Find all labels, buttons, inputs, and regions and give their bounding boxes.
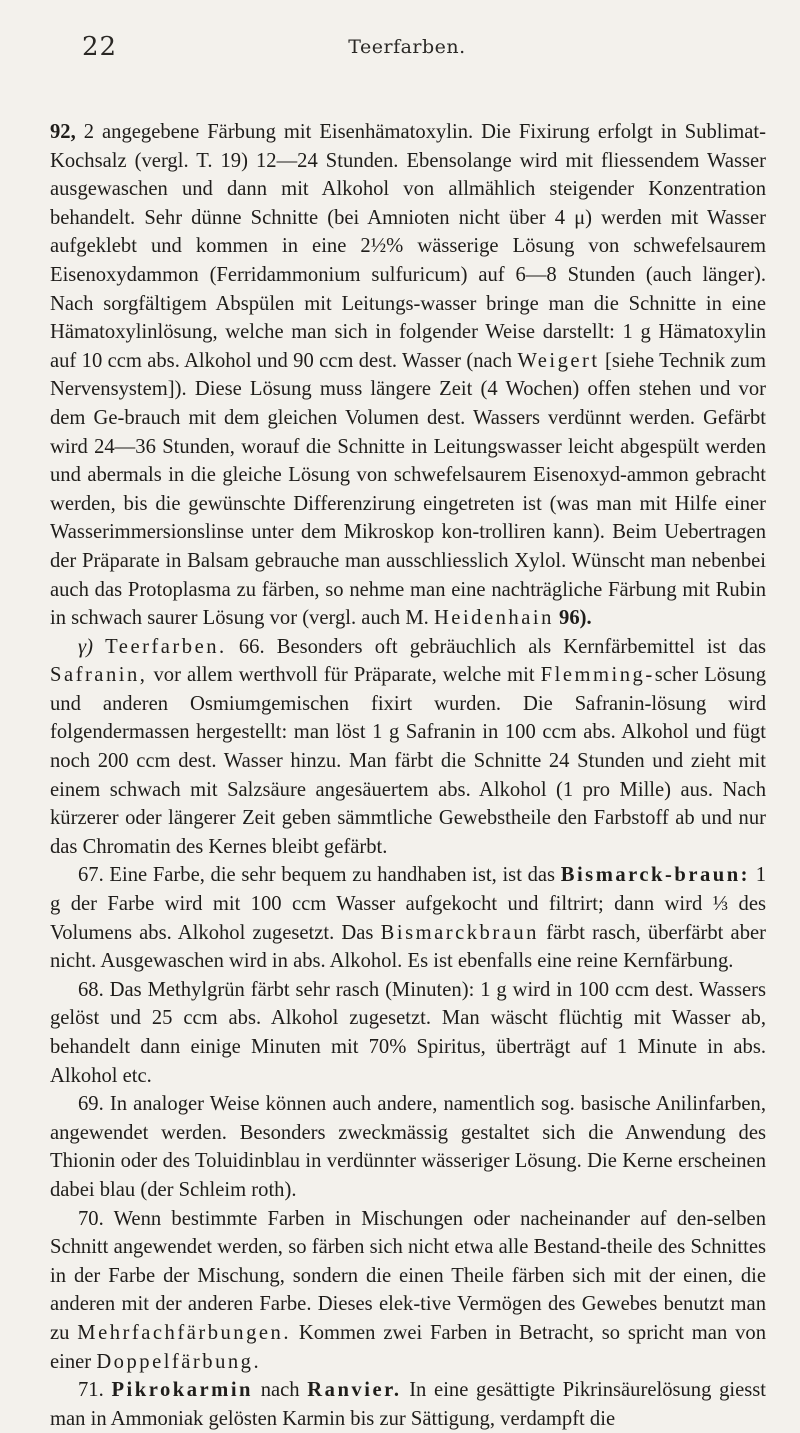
term: Mehrfachfärbungen. — [77, 1321, 291, 1344]
paragraph-text: vor allem werthvoll für Präparate, welche mit — [147, 664, 541, 687]
paragraph-text: Kommen zwei Farben in Betracht, so spricht man von einer — [50, 1321, 766, 1373]
author-name: Ranvier. — [307, 1379, 402, 1402]
paragraph-text: nach — [253, 1379, 308, 1402]
page-number: 22 — [82, 32, 118, 62]
paragraph-68 — [50, 976, 766, 1090]
paragraph-92 — [50, 118, 766, 633]
author-name: Heidenhain — [433, 607, 554, 630]
paragraph-text: 1 g der Farbe wird mit 100 ccm Wasser aufgekocht und filtrirt; dann wird ⅓ des Volumens abs. Alkohol zugesetzt. Das — [50, 864, 766, 944]
section-heading: Teerfarben. — [105, 635, 227, 658]
paragraph-text: 96). — [553, 607, 592, 630]
paragraph-text: färbt rasch, überfärbt aber nicht. Ausgewaschen wird in abs. Alkohol. Es ist ebenfalls eine reine Kernfärbung. — [50, 921, 766, 973]
term: Bismarckbraun — [380, 921, 539, 944]
term: Bismarck-braun: — [560, 864, 751, 887]
paragraph-67 — [50, 861, 766, 975]
paragraph-text: In eine gesättigte Pikrinsäurelösung giesst man in Ammoniak gelösten Karmin bis zur Sättigung, verdampft die — [50, 1379, 767, 1430]
paragraph-text: 69. In analoger Weise können auch andere, namentlich sog. basische Anilinfarben, angewendet werden. Besonders zweckmässig gestaltet sich die Anwendung des Thionin oder des Toluidinblau in verdünnter wässeriger Lösung. Die Kerne erscheinen dabei blau (der Schleim roth). — [50, 1093, 766, 1201]
term: Safranin, — [50, 664, 148, 687]
page-header — [82, 32, 732, 72]
author-name: Weigert — [517, 349, 600, 372]
paragraph-text: 70. Wenn bestimmte Farben in Mischungen oder nacheinander auf den-selben Schnitt angewendet werden, so färben sich nicht etwa alle Bestand-theile des Schnittes in der Farbe der Mischung, sondern die einen Theile färben sich mit der einen, die anderen mit der anderen Farbe. Dieses elek-tive Vermögen des Gewebes benutzt man zu — [50, 1207, 766, 1344]
paragraph-number: 92, — [50, 121, 76, 143]
author-name: Flemming- — [540, 664, 655, 687]
term: Pikrokarmin — [111, 1379, 253, 1402]
running-head: Teerfarben. — [348, 36, 466, 58]
section-marker: γ) — [78, 635, 93, 658]
paragraph-text: 71. — [78, 1379, 112, 1402]
paragraph-text: 2 angegebene Färbung mit Eisenhämatoxylin. Die Fixirung erfolgt in Sublimat-Kochsalz (vergl. T. 19) 12—24 Stunden. Ebensolange wird mit fliessendem Wasser ausgewaschen und dann mit Alkohol von allmählich steigender Konzentration behandelt. Sehr dünne Schnitte (bei Amnioten nicht über 4 μ) werden mit Wasser aufgeklebt und kommen in eine 2½% wässerige Lösung von schwefelsaurem Eisenoxydammon (Ferridammonium sulfuricum) auf 6—8 Stunden (auch länger). Nach sorgfältigem Abspülen mit Leitungs-wasser bringe man die Schnitte in eine Hämatoxylinlösung, welche man sich in folgender Weise darstellt: 1 g Hämatoxylin auf 10 ccm abs. Alkohol und 90 ccm dest. Wasser (nach — [50, 121, 766, 372]
paragraph-text: 66. Besonders oft gebräuchlich als Kernfärbemittel ist das — [226, 635, 766, 658]
paragraph-text: 67. Eine Farbe, die sehr bequem zu handhaben ist, ist das — [78, 864, 561, 887]
paragraph-70 — [50, 1205, 766, 1377]
paragraph-text: 68. Das Methylgrün färbt sehr rasch (Minuten): 1 g wird in 100 ccm dest. Wassers gelöst und 25 ccm abs. Alkohol zugesetzt. Man wäscht flüchtig mit Wasser ab, behandelt dann einige Minuten mit 70% Spiritus, überträgt auf 1 Minute in abs. Alkohol etc. — [50, 978, 766, 1087]
paragraph-text: scher Lösung und anderen Osmiumgemischen fixirt wurden. Die Safranin-lösung wird folgendermassen hergestellt: man löst 1 g Safranin in 100 ccm abs. Alkohol und fügt noch 200 ccm dest. Wasser hinzu. Man färbt die Schnitte 24 Stunden und zieht mit einem schwach mit Salzsäure angesäuertem abs. Alkohol (1 pro Mille) aus. Nach kürzerer oder längerer Zeit geben sämmtliche Gewebstheile den Farbstoff ab und nur das Chromatin des Kernes bleibt gefärbt. — [50, 664, 766, 858]
term: Doppelfärbung. — [96, 1350, 262, 1373]
paragraph-text: [siehe Technik zum Nervensystem]). Diese Lösung muss längere Zeit (4 Wochen) offen stehen und vor dem Ge-brauch mit dem gleichen Volumen dest. Wassers verdünnt werden. Gefärbt wird 24—36 Stunden, worauf die Schnitte in Leitungswasser leicht abgespült werden und abermals in die gleiche Lösung von schwefelsaurem Eisenoxyd-ammon gebracht werden, bis die gewünschte Differenzirung eingetreten ist (was man mit Hilfe einer Wasserimmersionslinse unter dem Mikroskop kon-trolliren kann). Beim Uebertragen der Präparate in Balsam gebrauche man ausschliesslich Xylol. Wünscht man nebenbei auch das Protoplasma zu färben, so nehme man eine nachträgliche Färbung mit Rubin in schwach saurer Lösung vor (vergl. auch M. — [50, 349, 766, 630]
body-text — [50, 118, 766, 1433]
paragraph-69 — [50, 1090, 766, 1204]
paragraph-66 — [50, 633, 766, 862]
paragraph-71 — [50, 1376, 766, 1433]
